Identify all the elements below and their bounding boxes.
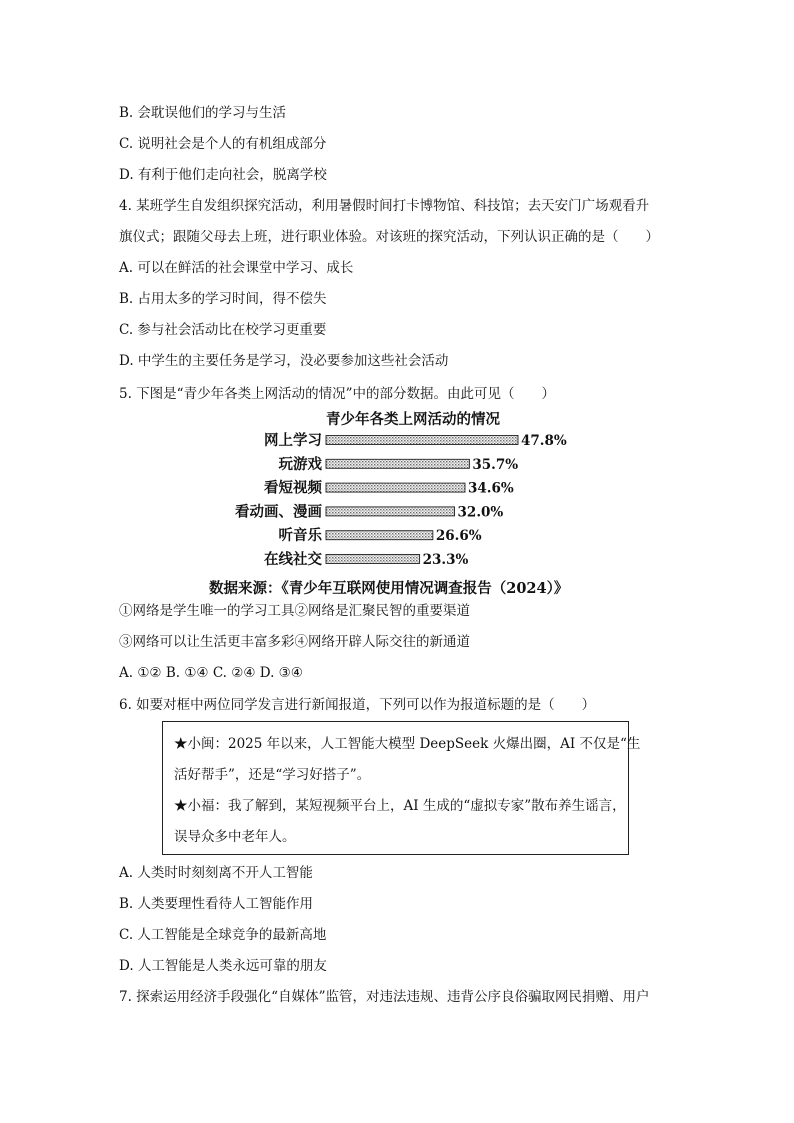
value-label: 32.0%: [457, 504, 504, 521]
chart-source: 数据来源：《青少年互联网使用情况调查报告（2024）》: [209, 580, 569, 597]
bar: [326, 555, 420, 564]
box-line-4: 误导众多中老年人。: [174, 829, 296, 845]
q6-option-a: A. 人类时时刻刻离不开人工智能: [119, 865, 313, 881]
bar: [326, 507, 455, 516]
q4-stem-line1: 4. 某班学生自发组织探究活动，利用暑假时间打卡博物馆、科技馆；去天安门广场观看升: [119, 198, 650, 214]
q6-option-d: D. 人工智能是人类永远可靠的朋友: [119, 958, 327, 974]
q4-option-b: B. 占用太多的学习时间，得不偿失: [119, 291, 327, 307]
category-label: 看短视频: [264, 479, 322, 497]
category-label: 听音乐: [278, 527, 322, 545]
q3-option-b: B. 会耽误他们的学习与生活: [119, 105, 287, 121]
q3-option-c: C. 说明社会是个人的有机组成部分: [119, 136, 327, 152]
q5-options: A. ①② B. ①④ C. ②④ D. ③④: [119, 665, 303, 681]
category-label: 网上学习: [264, 432, 322, 449]
q6-quote-box: [162, 721, 641, 855]
q4-option-d: D. 中学生的主要任务是学习，没必要参加这些社会活动: [119, 353, 449, 369]
chart-title: 青少年各类上网活动的情况: [326, 411, 500, 428]
q6-option-b: B. 人类要理性看待人工智能作用: [119, 896, 314, 912]
bar: [326, 483, 465, 492]
value-label: 35.7%: [472, 456, 519, 473]
category-label: 在线社交: [264, 551, 322, 568]
q4-option-c: C. 参与社会活动比在校学习更重要: [119, 322, 327, 338]
box-line-3: ★小福：我了解到，某短视频平台上，AI 生成的“虚拟专家”散布养生谣言，: [174, 798, 626, 814]
q4-option-a: A. 可以在鲜活的社会课堂中学习、成长: [119, 260, 354, 276]
q3-option-d: D. 有利于他们走向社会，脱离学校: [119, 167, 327, 183]
bar: [326, 531, 433, 540]
value-label: 26.6%: [435, 528, 482, 545]
value-label: 47.8%: [521, 433, 567, 449]
q7-stem-line1: 7. 探索运用经济手段强化“自媒体”监管，对违法违规、违背公序良俗骗取网民捐赠、用户: [119, 989, 650, 1005]
bar: [326, 436, 518, 445]
q5-statements-line2: ③网络可以让生活更丰富多彩④网络开辟人际交往的新通道: [119, 634, 470, 650]
q6-stem: 6. 如要对框中两位同学发言进行新闻报道，下列可以作为报道标题的是（ ）: [119, 697, 596, 713]
q5-stem: 5. 下图是“青少年各类上网活动的情况”中的部分数据。由此可见（ ）: [119, 386, 555, 402]
q4-stem-line2: 旗仪式；跟随父母去上班，进行职业体验。对该班的探究活动，下列认识正确的是（ ）: [119, 229, 659, 245]
box-line-2: 活好帮手”，还是“学习好搭子”。: [174, 767, 371, 783]
box-line-1: ★小闽：2025 年以来，人工智能大模型 DeepSeek 火爆出圈，AI 不仅是“生: [174, 736, 641, 752]
bar-chart: [200, 428, 600, 574]
bar: [326, 459, 469, 468]
q6-option-c: C. 人工智能是全球竞争的最新高地: [119, 927, 327, 943]
q5-statements-line1: ①网络是学生唯一的学习工具②网络是汇聚民智的重要渠道: [119, 603, 470, 619]
value-label: 23.3%: [422, 552, 469, 568]
category-label: 玩游戏: [278, 455, 322, 473]
value-label: 34.6%: [467, 480, 514, 497]
category-label: 看动画、漫画: [235, 503, 322, 521]
